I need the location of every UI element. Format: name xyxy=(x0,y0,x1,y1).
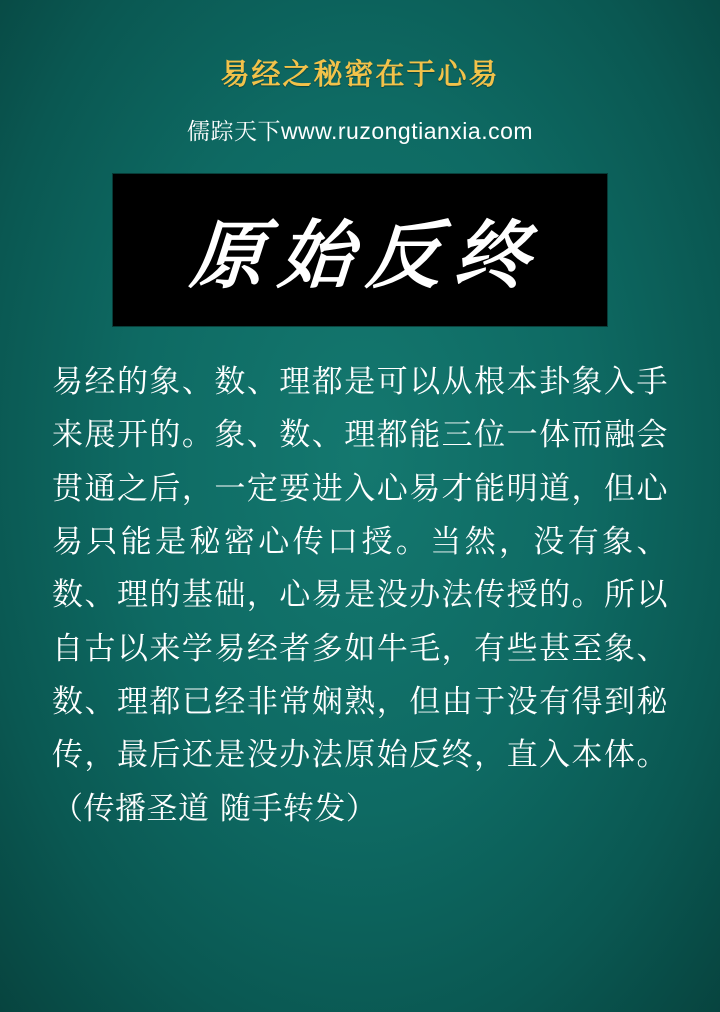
calligraphy-banner xyxy=(113,174,607,326)
banner-calligraphy-text: 原始反终 xyxy=(187,213,546,299)
poster-page xyxy=(0,52,720,1012)
page-title: 易经之秘密在于心易 xyxy=(220,57,500,91)
site-subtitle: 儒踪天下www.ruzongtianxia.com xyxy=(186,118,534,144)
body-paragraph: 易经的象、数、理都是可以从根本卦象入手来展开的。象、数、理都能三位一体而融会贯通之后，一定要进入心易才能明道，但心易只能是秘密心传口授。当然，没有象、数、理的基础，心易是没办法传授的。所以自古以来学易经者多如牛毛，有些甚至象、数、理都已经非常娴熟，但由于没有得到秘传，最后还是没办法原始反终，直入本体。（传播圣道 随手转发） xyxy=(52,364,668,827)
